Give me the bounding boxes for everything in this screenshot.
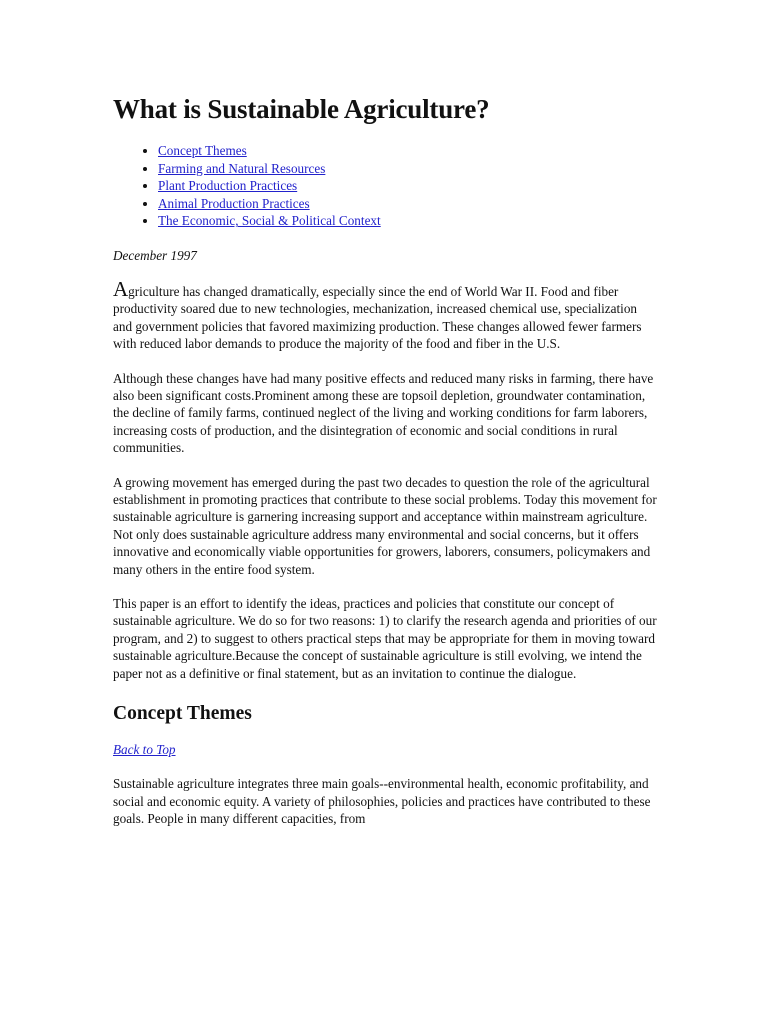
section-paragraph: Sustainable agriculture integrates three main goals--environmental health, economic profitability, and social and economic equity. A variety of philosophies, policies and practices have contributed to these goals. People in many different capacities, from: [113, 776, 651, 826]
back-to-top: [113, 741, 658, 758]
toc-item-concept-themes: [158, 142, 658, 160]
toc-link-farming[interactable]: Farming and Natural Resources: [158, 160, 326, 176]
body-paragraph: A growing movement has emerged during the past two decades to question the role of the agricultural establishment in promoting practices that contribute to these social problems. Today this movement for sustainable agriculture is garnering increasing support and acceptance within mainstream agriculture. Not only does sustainable agriculture address many environmental and social concerns, but it offers innovative and economically viable opportunities for growers, laborers, consumers, policymakers and many others in the entire food system.: [113, 474, 657, 577]
document-page: [113, 92, 658, 827]
section-heading-concept-themes: Concept Themes: [113, 703, 252, 725]
toc-item-farming: [158, 160, 658, 178]
table-of-contents: [113, 142, 658, 230]
intro-text: griculture has changed dramatically, especially since the end of World War II. Food and fiber productivity soared due to new technologies, mechanization, increased chemical use, specialization and government policies that favored maximizing production. These changes allowed fewer farmers with reduced labor demands to produce the majority of the food and fiber in the U.S.: [113, 283, 642, 352]
toc-link-plant-production[interactable]: Plant Production Practices: [158, 178, 298, 194]
publication-date: December 1997: [113, 247, 197, 263]
toc-item-context: [158, 212, 658, 230]
page-title: What is Sustainable Agriculture?: [113, 94, 490, 124]
toc-link-concept-themes[interactable]: Concept Themes: [158, 143, 247, 158]
body-paragraph: Although these changes have had many positive effects and reduced many risks in farming, there have also been significant costs.Prominent among these are topsoil depletion, groundwater contamination, the decline of family farms, continued neglect of the living and working conditions for farm laborers, increasing costs of production, and the disintegration of economic and social conditions in rural communities.: [113, 370, 654, 456]
toc-link-context[interactable]: The Economic, Social & Political Context: [158, 213, 381, 229]
toc-item-plant-production: [158, 177, 658, 195]
body-paragraph: This paper is an effort to identify the ideas, practices and policies that constitute our concept of sustainable agriculture. We do so for two reasons: 1) to clarify the research agenda and priorities of our program, and 2) to suggest to others practical steps that may be appropriate for them in moving toward sustainable agriculture.Because the concept of sustainable agriculture is still evolving, we intend the paper not as a definitive or final statement, but as an invitation to continue the dialogue.: [113, 596, 657, 681]
toc-item-animal-production: [158, 195, 658, 213]
toc-link-animal-production[interactable]: Animal Production Practices: [158, 195, 310, 211]
intro-paragraph: [113, 276, 658, 353]
back-to-top-link[interactable]: Back to Top: [113, 742, 176, 758]
drop-cap: A: [113, 276, 129, 301]
